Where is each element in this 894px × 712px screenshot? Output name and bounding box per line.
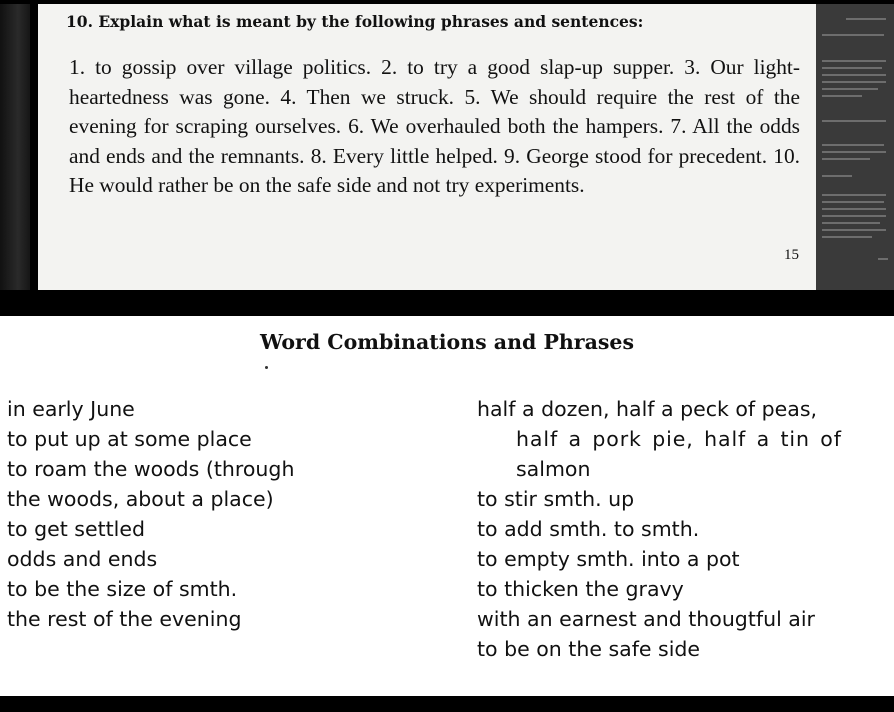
- phrase-item: to get settled: [7, 517, 145, 541]
- word-combinations-page: [0, 316, 894, 696]
- phrase-item: the rest of the evening: [7, 607, 242, 631]
- phrase-item: to thicken the gravy: [477, 577, 684, 601]
- phrase-item: half a pork pie, half a tin of: [516, 427, 842, 451]
- left-phrase-column: [7, 394, 447, 634]
- ink-speck: [265, 366, 268, 369]
- phrase-item: half a dozen, half a peck of peas,: [477, 397, 818, 421]
- section-title: Word Combinations and Phrases: [260, 330, 634, 354]
- phrase-item: to be on the safe side: [477, 637, 701, 661]
- phrase-item: odds and ends: [7, 547, 158, 571]
- phrase-item: salmon: [516, 457, 591, 481]
- phrase-item: to be the size of smth.: [7, 577, 238, 601]
- right-phrase-column: [477, 394, 887, 664]
- phrase-item: to roam the woods (through: [7, 457, 295, 481]
- exercise-title: 10. Explain what is meant by the following phrases and sentences:: [66, 12, 644, 31]
- phrase-item: with an earnest and thougtful air: [477, 607, 815, 631]
- phrase-item: to put up at some place: [7, 427, 252, 451]
- adjacent-page-strip: [816, 4, 894, 290]
- phrase-item: to stir smth. up: [477, 487, 635, 511]
- exercise-body: 1. to gossip over village politics. 2. to try a good slap-up supper. 3. Our light-heartedness was gone. 4. Then we struck. 5. We should require the rest of the evening for scraping ourselves. 6. We overhauled both the hampers. 7. All the odds and ends and the remnants. 8. Every little helped. 9. George stood for precedent. 10. He would rather be on the safe side and not try experiments.: [69, 55, 800, 197]
- left-page-edge: [0, 4, 30, 290]
- page-number: 15: [784, 247, 799, 263]
- phrase-item: to add smth. to smth.: [477, 517, 700, 541]
- phrase-item: in early June: [7, 397, 135, 421]
- phrase-item: to empty smth. into a pot: [477, 547, 740, 571]
- phrase-item: the woods, about a place): [7, 487, 274, 511]
